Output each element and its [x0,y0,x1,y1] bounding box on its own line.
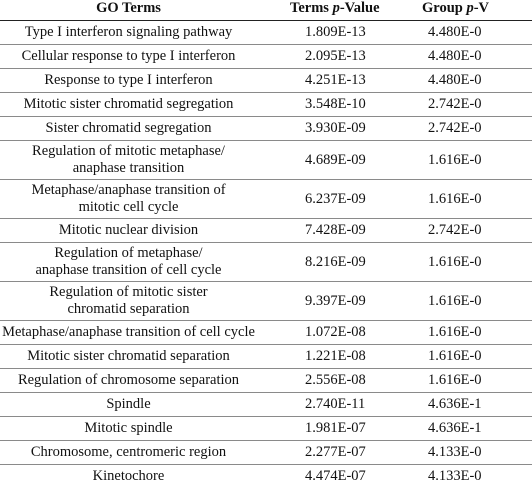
terms-p-value-cell: 1.981E-07 [265,417,410,441]
group-p-value-cell: 1.616E-0 [410,345,532,369]
table-row [0,369,532,393]
go-term-text: Metaphase/anaphase transition of mitotic cell cycle [31,182,225,216]
header-group-p-suffix: -V [474,0,489,16]
table-row [0,21,532,45]
group-p-value-cell: 4.636E-1 [410,393,532,417]
go-term-text: Metaphase/anaphase transition of cell cycle [2,324,255,341]
table-row [0,345,532,369]
terms-p-value-cell: 3.548E-10 [265,93,410,117]
header-group-p-prefix: Group [422,0,466,16]
terms-p-value-cell: 2.277E-07 [265,441,410,465]
go-term-cell [0,117,265,141]
group-p-value-cell: 4.480E-0 [410,21,532,45]
go-term-text: Mitotic spindle [84,420,172,437]
group-p-value-cell: 4.480E-0 [410,69,532,93]
terms-p-value-cell: 8.216E-09 [265,243,410,282]
group-p-value-cell: 2.742E-0 [410,219,532,243]
go-term-cell [0,141,265,180]
header-terms-p-prefix: Terms [290,0,333,16]
go-term-text: Spindle [106,396,150,413]
go-term-cell [0,93,265,117]
group-p-value-cell: 1.616E-0 [410,243,532,282]
go-term-cell [0,345,265,369]
header-terms-p-value [265,0,410,21]
go-term-text: Regulation of metaphase/ anaphase transition of cell cycle [35,245,221,279]
terms-p-value-cell: 2.740E-11 [265,393,410,417]
group-p-value-cell: 1.616E-0 [410,321,532,345]
terms-p-value-cell: 4.251E-13 [265,69,410,93]
group-p-value-cell: 4.133E-0 [410,441,532,465]
terms-p-value-cell: 2.095E-13 [265,45,410,69]
table-body [0,21,532,488]
go-term-cell [0,393,265,417]
table-row [0,45,532,69]
table-row [0,321,532,345]
group-p-value-cell: 1.616E-0 [410,282,532,321]
header-row [0,0,532,21]
group-p-value-cell: 2.742E-0 [410,93,532,117]
go-term-cell [0,45,265,69]
terms-p-value-cell: 1.221E-08 [265,345,410,369]
terms-p-value-cell: 2.556E-08 [265,369,410,393]
terms-p-value-cell: 1.072E-08 [265,321,410,345]
go-term-cell [0,417,265,441]
table-row [0,282,532,321]
header-terms-p-italic: p [333,0,340,16]
group-p-value-cell: 1.616E-0 [410,369,532,393]
group-p-value-cell: 2.742E-0 [410,117,532,141]
terms-p-value-cell: 9.397E-09 [265,282,410,321]
go-term-text: Response to type I interferon [44,72,212,89]
go-term-cell [0,441,265,465]
terms-p-value-cell: 7.428E-09 [265,219,410,243]
table-row [0,219,532,243]
go-term-text: Sister chromatid segregation [46,120,212,137]
terms-p-value-cell: 6.237E-09 [265,180,410,219]
terms-p-value-cell: 1.809E-13 [265,21,410,45]
group-p-value-cell: 1.616E-0 [410,180,532,219]
go-term-text: Mitotic nuclear division [59,222,198,239]
table-row [0,243,532,282]
go-term-text: Mitotic sister chromatid segregation [24,96,234,113]
table-header [0,0,532,21]
table-row [0,441,532,465]
go-term-cell [0,369,265,393]
go-term-cell [0,243,265,282]
header-terms-p-suffix: -Value [340,0,380,16]
group-p-value-cell: 4.636E-1 [410,417,532,441]
table-row [0,117,532,141]
go-term-cell [0,180,265,219]
table-row [0,465,532,488]
go-term-text: Regulation of mitotic sister chromatid separation [49,284,207,318]
go-term-cell [0,321,265,345]
go-term-cell [0,69,265,93]
terms-p-value-cell: 4.474E-07 [265,465,410,488]
table-row [0,417,532,441]
table-row [0,141,532,180]
go-term-text: Chromosome, centromeric region [31,444,226,461]
header-group-p-italic: p [466,0,473,16]
go-term-cell [0,21,265,45]
go-term-cell [0,219,265,243]
table-row [0,69,532,93]
header-group-p-value [410,0,532,21]
group-p-value-cell: 1.616E-0 [410,141,532,180]
table-row [0,393,532,417]
table-row [0,180,532,219]
table-row [0,93,532,117]
go-term-text: Regulation of mitotic metaphase/ anaphase transition [32,143,225,177]
group-p-value-cell: 4.480E-0 [410,45,532,69]
terms-p-value-cell: 4.689E-09 [265,141,410,180]
terms-p-value-cell: 3.930E-09 [265,117,410,141]
go-term-cell [0,465,265,488]
go-term-text: Kinetochore [93,468,165,485]
header-go-terms: GO Terms [0,0,265,21]
go-term-text: Type I interferon signaling pathway [25,24,233,41]
group-p-value-cell: 4.133E-0 [410,465,532,488]
go-term-text: Regulation of chromosome separation [18,372,239,389]
go-term-cell [0,282,265,321]
go-term-text: Cellular response to type I interferon [22,48,236,65]
go-term-text: Mitotic sister chromatid separation [27,348,230,365]
